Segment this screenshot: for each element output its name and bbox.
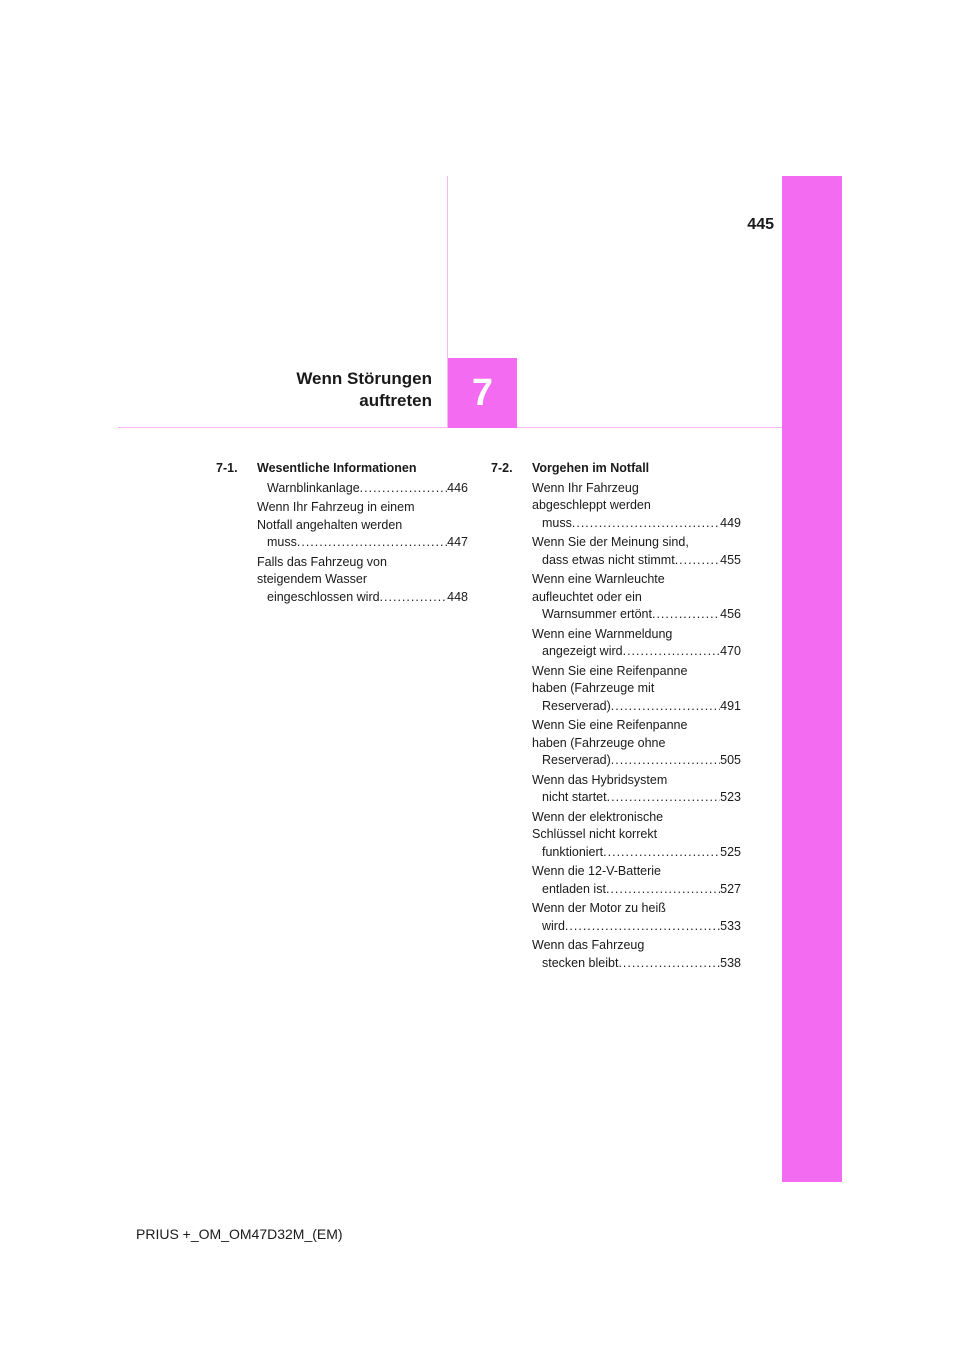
toc-entry-text: eingeschlossen wird [267, 589, 380, 604]
dot-leader [623, 643, 721, 661]
section-heading [216, 460, 468, 478]
toc-page-number: 491 [720, 698, 741, 713]
dot-leader [675, 552, 720, 570]
section-heading [491, 460, 741, 478]
toc-entry-text: nicht startet [542, 790, 607, 804]
toc-page-number: 470 [720, 644, 741, 658]
toc-entry-line: Wenn der elektronische [532, 809, 664, 824]
toc-entry-text: dass etwas nicht stimmt [542, 552, 675, 567]
toc-entry[interactable] [532, 626, 741, 661]
dot-leader [380, 589, 448, 607]
toc-entry-text: muss [267, 535, 297, 549]
chapter-title-line-2: auftreten [359, 391, 432, 410]
toc-page-number: 527 [720, 881, 741, 896]
section-title: Vorgehen im Notfall [532, 461, 650, 475]
toc-entry-text: muss [542, 515, 572, 530]
toc-entry-last-line [542, 789, 741, 807]
dot-leader [611, 698, 720, 716]
dot-leader [565, 918, 720, 936]
dot-leader [611, 752, 720, 770]
toc-entry-line: Wenn eine Warnmeldung [532, 626, 673, 641]
dot-leader [360, 480, 447, 498]
toc-entry-last-line [542, 515, 741, 533]
chapter-tab-bar [782, 176, 842, 1182]
toc-entry-line: Wenn Sie eine Reifenpanne [532, 718, 688, 732]
toc-page-number: 538 [720, 955, 741, 970]
toc-page-number: 448 [447, 589, 468, 604]
toc-entry-text: wird [542, 918, 565, 933]
toc-page-number: 505 [720, 753, 741, 767]
toc-page-number: 533 [720, 918, 741, 933]
toc-entry[interactable] [532, 534, 741, 569]
section-number: 7-1. [216, 461, 238, 475]
toc-entry-last-line [542, 918, 741, 936]
toc-entry-line: Schlüssel nicht korrekt [532, 827, 658, 841]
toc-entry-line: Wenn Ihr Fahrzeug [532, 480, 639, 495]
toc-entry-line: Wenn die 12-V-Batterie [532, 864, 662, 878]
dot-leader [603, 844, 720, 862]
toc-entry-line: steigendem Wasser [257, 572, 367, 586]
toc-entry[interactable] [257, 554, 468, 607]
toc-section-7-1 [216, 460, 468, 608]
toc-page-number: 523 [720, 790, 741, 804]
toc-entry-line: Notfall angehalten werden [257, 517, 403, 532]
toc-entry[interactable] [532, 663, 741, 716]
toc-page-number: 525 [720, 844, 741, 859]
toc-entry-last-line [542, 698, 741, 716]
toc-entry-last-line [267, 589, 468, 607]
toc-entry-line: haben (Fahrzeuge ohne [532, 735, 666, 750]
toc-entry[interactable] [532, 809, 741, 862]
toc-entry-last-line [542, 606, 741, 624]
toc-entry[interactable] [257, 499, 468, 552]
dot-leader [652, 606, 720, 624]
toc-entry-last-line [542, 844, 741, 862]
dot-leader [297, 534, 447, 552]
toc-entry-last-line [542, 881, 741, 899]
toc-entry-last-line [267, 534, 468, 552]
dot-leader [572, 515, 720, 533]
toc-page-number: 455 [720, 552, 741, 567]
toc-entry-line: Wenn eine Warnleuchte [532, 572, 665, 586]
toc-entry-line: Falls das Fahrzeug von [257, 554, 387, 569]
toc-entry-text: entladen ist [542, 881, 606, 896]
chapter-number-badge: 7 [448, 358, 517, 428]
toc-entry[interactable] [532, 717, 741, 770]
toc-entry-line: haben (Fahrzeuge mit [532, 681, 655, 695]
chapter-title-line-1: Wenn Störungen [296, 369, 432, 388]
toc-entry-line: Wenn Sie eine Reifenpanne [532, 663, 688, 678]
toc-section-7-2 [491, 460, 741, 974]
toc-entry-line: Wenn das Hybridsystem [532, 772, 668, 787]
toc-entry-last-line [542, 643, 741, 661]
toc-entry[interactable] [532, 571, 741, 624]
toc-entry-last-line [267, 480, 468, 498]
toc-entry-text: angezeigt wird [542, 644, 623, 658]
toc-entry[interactable] [532, 772, 741, 807]
toc-entry-text: stecken bleibt [542, 955, 619, 970]
toc-entry-line: Wenn der Motor zu heiß [532, 901, 666, 915]
toc-entry-last-line [542, 955, 741, 973]
toc-entry-text: Warnsummer ertönt [542, 607, 652, 621]
toc-entry-last-line [542, 552, 741, 570]
toc-entry[interactable] [532, 863, 741, 898]
toc-entry-text: Reserverad) [542, 698, 611, 713]
section-title: Wesentliche Informationen [257, 461, 417, 475]
document-footer: PRIUS +_OM_OM47D32M_(EM) [136, 1226, 343, 1242]
section-number: 7-2. [491, 461, 513, 475]
toc-entry[interactable] [532, 900, 741, 935]
toc-entry-last-line [542, 752, 741, 770]
toc-entry[interactable] [532, 937, 741, 972]
toc-page-number: 447 [447, 535, 468, 549]
page-number: 445 [747, 216, 774, 233]
toc-page-number: 449 [720, 515, 741, 530]
dot-leader [607, 789, 721, 807]
toc-entry-text: Reserverad) [542, 753, 611, 767]
toc-entry[interactable] [257, 480, 468, 498]
toc-entry-line: aufleuchtet oder ein [532, 589, 642, 604]
dot-leader [606, 881, 720, 899]
toc-entry-line: Wenn Sie der Meinung sind, [532, 535, 689, 549]
toc-page-number: 456 [720, 607, 741, 621]
toc-entry-line: abgeschleppt werden [532, 498, 651, 512]
toc-page-number: 446 [447, 480, 468, 495]
toc-entry[interactable] [532, 480, 741, 533]
toc-entry-text: funktioniert [542, 844, 604, 859]
toc-entry-text: Warnblinkanlage [267, 480, 360, 495]
toc-entry-line: Wenn das Fahrzeug [532, 938, 645, 952]
chapter-title [200, 368, 432, 412]
toc-entry-line: Wenn Ihr Fahrzeug in einem [257, 500, 415, 514]
dot-leader [618, 955, 720, 973]
